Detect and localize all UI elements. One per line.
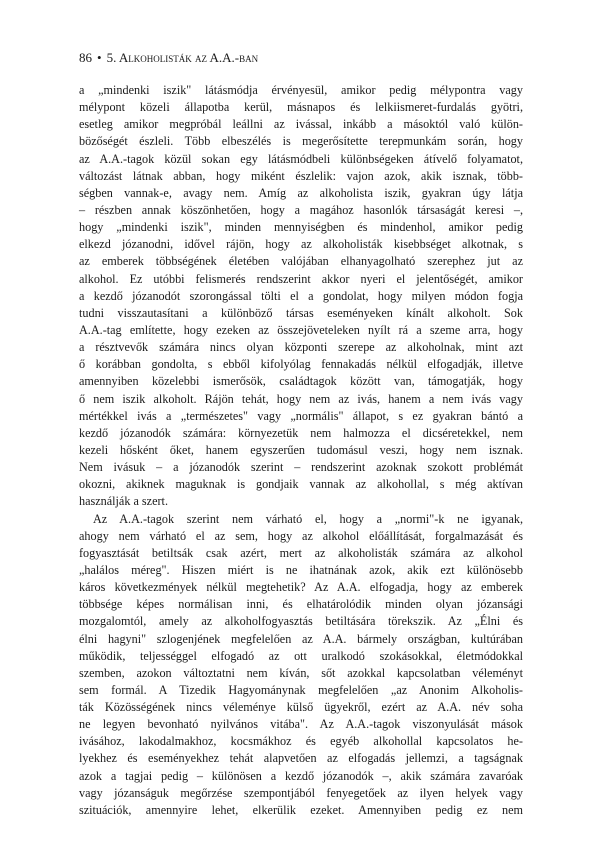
- text-line: azok a tagjai pedig – különösen a kezdő józanodók –, akik számára zavaróak: [79, 768, 523, 783]
- text-line: használják a szert.: [79, 494, 168, 509]
- paragraph: [79, 82, 523, 511]
- text-line: esetleg amikor megpróbál leállni az ivással, inkább a másoktól való külön-: [79, 117, 523, 132]
- text-line: amennyiben közelebbi ismerősök, családtagok között van, támogatják, hogy: [79, 374, 523, 389]
- text-line: elkezd józanodni, idővel rájön, hogy az alkoholisták kisebbséget alkotnak, s: [79, 237, 523, 252]
- text-line: szituációk, amennyire lehet, elkerülik ezeket. Amennyiben pedig ez nem: [79, 802, 523, 817]
- running-header: [79, 50, 519, 66]
- body-text: [79, 82, 523, 819]
- text-line: ivásához, lakodalmakhoz, kocsmákhoz és egyéb alkohollal kapcsolatos he-: [79, 734, 523, 749]
- text-line: ták Közösségének nincs véleménye külső ügyekről, ezért az A.A. név soha: [79, 700, 523, 715]
- chapter-title: 5. Alkoholisták az A.A.-ban: [106, 50, 259, 65]
- text-line: ő korábban gondolta, s ebből kifolyólag fennakadás nélkül elfogadják, illetve: [79, 357, 523, 372]
- text-line: ő nem iszik alkoholt. Rájön tehát, hogy nem az ivás, hanem a nem ivás vagy: [79, 391, 523, 406]
- text-line: mértékkel ivás a „természetes" vagy „normális" állapot, s ez gyakran bántó a: [79, 408, 523, 423]
- text-line: okozni, akiknek maguknak is gondjaik vannak az alkohollal, s még aktívan: [79, 477, 523, 492]
- text-line: mozgalomtól, amely az alkoholfogyasztás betiltására törekszik. Az „Élni és: [79, 614, 523, 629]
- paragraph: [79, 511, 523, 820]
- text-line: Az A.A.-tagok szerint nem várható el, hogy a „normi"-k ne igyanak,: [93, 511, 523, 526]
- text-line: az A.A.-tagok közül sokan egy látásmódbeli különbségeken átívelő folyamatot,: [79, 151, 523, 166]
- text-line: lyekhez és eseményekhez tehát alapvetően az elfogadás jellemzi, a tagságnak: [79, 751, 523, 766]
- text-line: „halálos méreg". Hiszen miért is ne ihatnának azok, akik ezt különösebb: [79, 562, 523, 577]
- text-line: A.A.-tag említette, hogy ezeken az összejöveteleken nyílt rá a szeme arra, hogy: [79, 322, 523, 337]
- text-line: élni hagyni" szlogenjének megfelelően az A.A. bármely országban, kultúrában: [79, 631, 523, 646]
- text-line: ségben vannak-e, avagy nem. Amíg az alkoholista iszik, gyakran úgy látja: [79, 185, 523, 200]
- header-separator: •: [97, 50, 102, 65]
- text-line: káros következmények nélkül megtehetik? Az A.A. elfogadja, hogy az emberek: [79, 580, 523, 595]
- text-line: működik, teljességgel elfogadó az ott uralkodó szokásokkal, életmódokkal: [79, 648, 523, 663]
- text-line: mélypont közeli állapotba kerül, másnapos és lelkiismeret-furdalás gyötri,: [79, 100, 523, 115]
- text-line: a kezdő józanodót szorongással tölti el a gondolat, hogy milyen módon fogja: [79, 288, 523, 303]
- text-line: az emberek többségének életében valójában elhanyagolható szerephez jut az: [79, 254, 523, 269]
- text-line: kezeli hősként őket, hanem egyszerűen tudomásul veszi, hogy nem isznak.: [79, 442, 523, 457]
- text-line: sem formál. A Tizedik Hagyománynak megfelelően „az Anonim Alkoholis-: [79, 682, 523, 697]
- text-line: fogyasztását betiltsák csak azért, mert az alkoholisták számára az alkohol: [79, 545, 523, 560]
- text-line: változást látnak abban, hogy miként észlelik: vajon azok, akik isznak, több-: [79, 168, 523, 183]
- text-line: ahogy nem várható el az sem, hogy az alkohol előállítását, forgalmazását és: [79, 528, 523, 543]
- text-line: a „mindenki iszik" látásmódja érvényesül, amikor pedig mélypontra vagy: [79, 83, 523, 97]
- text-line: Nem ivásuk – a józanodók szerint – rendszerint azoknak szokott problémát: [79, 460, 523, 475]
- text-line: a résztvevők számára nincs olyan központi szerepe az alkoholnak, mint azt: [79, 340, 523, 355]
- text-line: többsége képes normálisan inni, és elhatárolódik minden olyan józansági: [79, 597, 523, 612]
- page-number: 86: [79, 50, 92, 65]
- text-line: tudni visszautasítani a különböző társas eseményeken kínált alkoholt. Sok: [79, 305, 523, 320]
- text-line: hogy „mindenki iszik", minden mennyiségben és mindenhol, amikor pedig: [79, 220, 523, 235]
- text-line: alkohol. Ez utóbbi felismerés rendszerint akkor nyeri el jelentőségét, amikor: [79, 271, 523, 286]
- text-line: – részben annak köszönhetően, hogy a magához hasonlók társaságát keresi –,: [79, 202, 523, 217]
- text-line: szemben, azokon változtatni nem kíván, sőt azokkal kapcsolatban véleményt: [79, 665, 523, 680]
- text-line: ne legyen bevonható nyilvános vitába". Az A.A.-tagok viszonyulását mások: [79, 717, 523, 732]
- text-line: kezdő józanodók számára: környezetük nem halmozza el dicséretekkel, nem: [79, 425, 523, 440]
- text-line: vagy józanságuk megőrzése szempontjából fenyegetőek az ilyen helyek vagy: [79, 785, 523, 800]
- text-line: bözőségét észleli. Több elbeszélés is megerősítette terepmunkám során, hogy: [79, 134, 523, 149]
